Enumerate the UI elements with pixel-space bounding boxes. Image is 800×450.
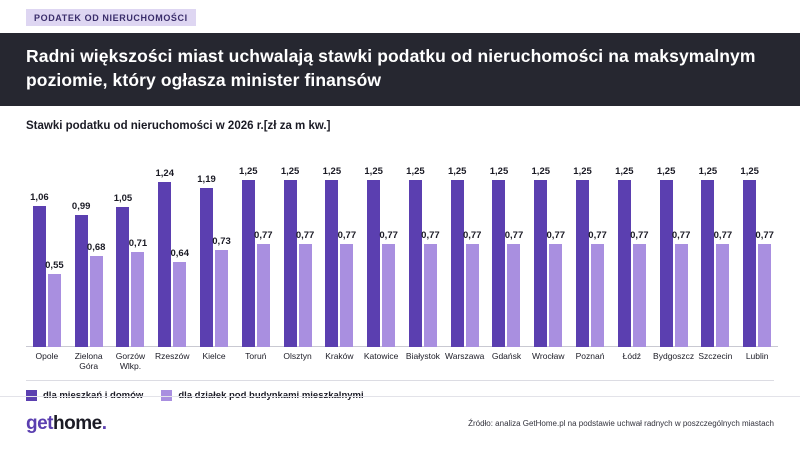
- bar-primary: [71, 201, 91, 347]
- bar-secondary: [86, 242, 106, 347]
- gethome-logo: [26, 413, 106, 435]
- bar-value-label: 0,77: [504, 230, 524, 242]
- bar-group: [653, 142, 695, 347]
- bar-secondary: [504, 230, 524, 347]
- bar-group: [193, 142, 235, 347]
- bar-primary: [447, 166, 467, 347]
- bar-value-label: 1,25: [447, 166, 467, 178]
- bar-value-label: 1,19: [197, 174, 216, 186]
- bar-value-label: 0,77: [379, 230, 398, 242]
- bar-secondary: [713, 230, 733, 347]
- bar-primary: [155, 167, 174, 348]
- bar-value-label: 0,77: [254, 230, 273, 242]
- bar-group: [68, 142, 110, 347]
- bar-primary: [615, 166, 634, 347]
- bar-primary: [698, 166, 718, 347]
- bar-primary: [322, 166, 342, 347]
- chart: [26, 142, 778, 370]
- bar-value-label: 1,25: [489, 166, 509, 178]
- bar-group: [277, 142, 319, 347]
- bar-value-label: 0,77: [462, 230, 482, 242]
- bar-value-label: 1,25: [322, 166, 342, 178]
- bar-secondary: [254, 230, 273, 347]
- x-axis-tick-label: Katowice: [363, 351, 399, 362]
- bar-group: [569, 142, 611, 347]
- x-axis-tick-label: Lublin: [745, 351, 769, 362]
- bar-value-label: 1,25: [406, 166, 425, 178]
- logo-part-home: home: [53, 412, 102, 434]
- bar-secondary: [421, 230, 440, 347]
- bar-value-label: 1,25: [698, 166, 718, 178]
- bar-secondary: [588, 230, 607, 347]
- bar-value-label: 0,77: [630, 230, 649, 242]
- bar-primary: [573, 166, 592, 347]
- bar-value-label: 0,68: [86, 242, 106, 254]
- bar-secondary: [671, 230, 691, 347]
- bar-value-label: 1,25: [280, 166, 300, 178]
- bar-value-label: 1,25: [656, 166, 676, 178]
- bar-primary: [489, 166, 509, 347]
- bar-secondary: [379, 230, 398, 347]
- x-axis-tick-label: Opole: [35, 351, 59, 362]
- x-axis-tick-label: Białystok: [405, 351, 440, 362]
- bar-secondary: [546, 230, 566, 347]
- logo-part-get: get: [26, 412, 53, 434]
- x-axis-tick-label: Toruń: [245, 351, 267, 362]
- logo-dot: .: [101, 412, 107, 434]
- bar-secondary: [212, 235, 231, 348]
- bar-value-label: 0,64: [170, 247, 189, 259]
- bar-value-label: 0,77: [588, 230, 607, 242]
- bar-group: [26, 142, 68, 347]
- bar-group: [235, 142, 277, 347]
- bar-secondary: [128, 238, 148, 347]
- bar-primary: [656, 166, 676, 347]
- bar-primary: [280, 166, 300, 347]
- page-title: Radni większości miast uchwalają stawki podatku od nieruchomości na maksymalnym poziomie, który ogłasza minister finansów: [26, 46, 756, 90]
- bar-group: [444, 142, 486, 347]
- bar-value-label: 0,73: [212, 235, 231, 247]
- bar-value-label: 1,06: [30, 191, 49, 203]
- footer: [0, 396, 800, 450]
- bar-primary: [30, 191, 49, 348]
- bar-primary: [531, 166, 551, 347]
- bar-primary: [113, 193, 133, 347]
- category-badge: PODATEK OD NIERUCHOMOŚCI: [26, 9, 196, 26]
- bar-group: [736, 142, 778, 347]
- bar-primary: [364, 166, 383, 347]
- x-axis-tick-label: Szczecin: [698, 351, 733, 362]
- bar-value-label: 0,77: [755, 230, 774, 242]
- source-note: Źródło: analiza GetHome.pl na podstawie uchwał radnych w poszczególnych miastach: [468, 419, 774, 428]
- bar-group: [110, 142, 152, 347]
- bar-group: [695, 142, 737, 347]
- bar-value-label: 1,25: [740, 166, 759, 178]
- bar-secondary: [170, 247, 189, 347]
- legend-label-primary: dla mieszkań i domów: [43, 390, 144, 402]
- bar-value-label: 1,25: [531, 166, 551, 178]
- bar-value-label: 0,55: [45, 259, 64, 271]
- bar-primary: [197, 174, 216, 347]
- x-axis-tick-label: Gdańsk: [491, 351, 522, 362]
- bar-group: [611, 142, 653, 347]
- bar-value-label: 1,25: [239, 166, 258, 178]
- bar-group: [151, 142, 193, 347]
- x-axis-tick-label: Olsztyn: [283, 351, 312, 362]
- bar-value-label: 1,25: [364, 166, 383, 178]
- bar-secondary: [462, 230, 482, 347]
- x-axis-tick-label: Poznań: [575, 351, 605, 362]
- bar-value-label: 0,77: [421, 230, 440, 242]
- x-axis-tick-label: Gorzów Wlkp.: [115, 351, 146, 372]
- bar-value-label: 0,77: [337, 230, 357, 242]
- bar-primary: [740, 166, 759, 347]
- bar-group: [486, 142, 528, 347]
- bar-value-label: 1,25: [615, 166, 634, 178]
- bar-group: [402, 142, 444, 347]
- bar-value-label: 1,24: [155, 167, 174, 179]
- bar-secondary: [337, 230, 357, 347]
- headline-band: [0, 33, 800, 106]
- x-axis-tick-label: Kielce: [202, 351, 226, 362]
- x-axis-tick-label: Zielona Góra: [74, 351, 103, 372]
- bar-value-label: 0,71: [128, 238, 148, 250]
- bar-value-label: 0,77: [295, 230, 315, 242]
- bar-secondary: [295, 230, 315, 347]
- bar-value-label: 1,25: [573, 166, 592, 178]
- x-axis-tick-label: Wrocław: [532, 351, 565, 362]
- bar-group: [360, 142, 402, 347]
- bar-secondary: [630, 230, 649, 347]
- x-axis-tick-label: Łódź: [622, 351, 642, 362]
- legend-label-secondary: dla działek pod budynkami mieszkalnymi: [178, 390, 364, 402]
- bar-value-label: 1,05: [113, 193, 133, 204]
- bar-primary: [406, 166, 425, 347]
- x-axis-tick-label: Rzeszów: [154, 351, 190, 362]
- bar-value-label: 0,77: [713, 230, 733, 242]
- chart-subtitle: Stawki podatku od nieruchomości w 2026 r.[zł za m kw.]: [26, 120, 331, 133]
- bar-value-label: 0,77: [671, 230, 691, 242]
- bar-value-label: 0,77: [546, 230, 566, 242]
- chart-plot-area: [26, 142, 778, 347]
- x-axis-labels: [26, 352, 778, 372]
- x-axis-tick-label: Bydgoszcz: [653, 351, 695, 362]
- x-axis-tick-label: Kraków: [325, 351, 354, 362]
- legend-divider: [26, 380, 774, 381]
- bar-secondary: [45, 259, 64, 347]
- bar-primary: [239, 166, 258, 347]
- bar-group: [318, 142, 360, 347]
- kicker-container: [0, 0, 800, 26]
- bar-group: [527, 142, 569, 347]
- x-axis-tick-label: Warszawa: [445, 351, 485, 362]
- bar-secondary: [755, 230, 774, 347]
- bar-value-label: 0,99: [71, 201, 91, 213]
